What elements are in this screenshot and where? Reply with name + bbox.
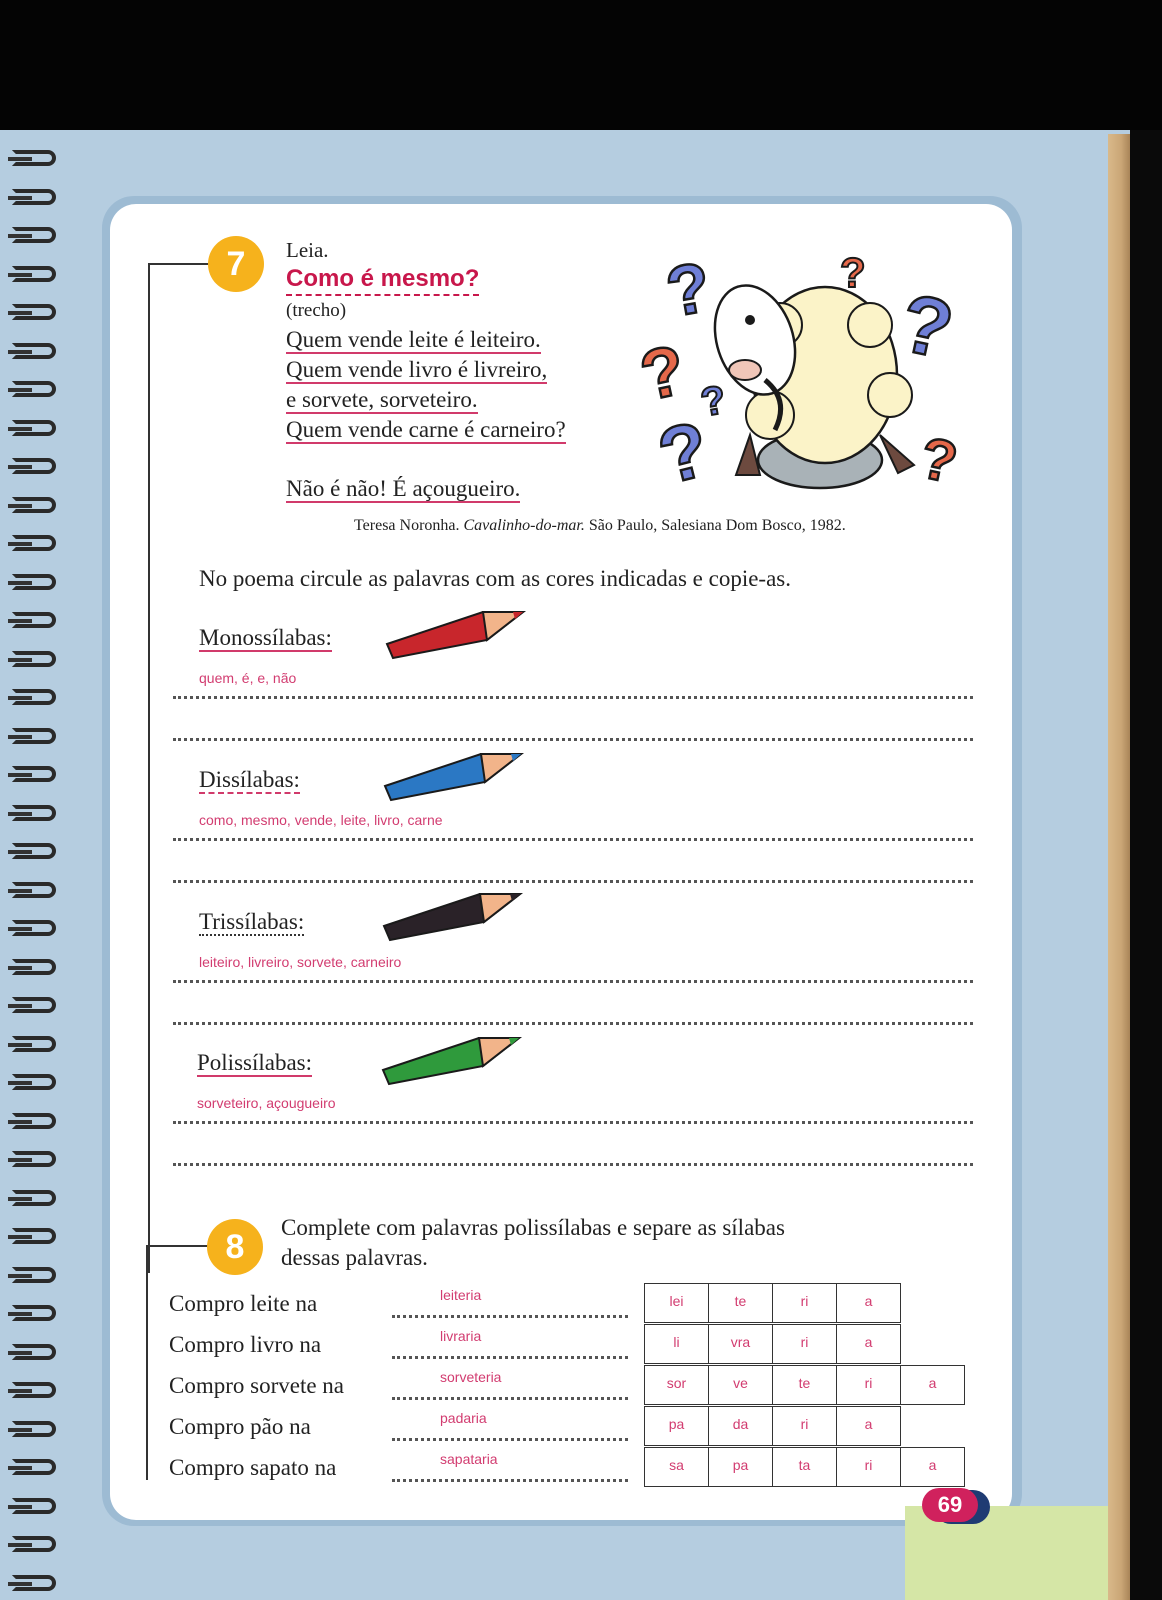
category-trisyllables: [199, 909, 304, 935]
row-answer: padaria: [440, 1410, 487, 1426]
row-answer-line[interactable]: [392, 1315, 628, 1318]
citation-details: São Paulo, Salesiana Dom Bosco, 1982.: [584, 517, 846, 534]
poem-line-1-text: Quem vende leite é leiteiro.: [286, 327, 541, 352]
spiral-coil: [12, 1382, 56, 1398]
answer-line[interactable]: [173, 1163, 973, 1166]
poem-line-2-text: Quem vende livro é livreiro,: [286, 357, 548, 382]
spiral-coil: [12, 1459, 56, 1475]
spiral-coil: [12, 535, 56, 551]
read-instruction: Leia.: [286, 238, 329, 262]
svg-text:?: ?: [892, 277, 961, 377]
row-answer: livraria: [440, 1328, 482, 1344]
citation-author: Teresa Noronha.: [354, 517, 464, 534]
syllable-cell[interactable]: a: [836, 1324, 901, 1364]
row-answer-line[interactable]: [392, 1356, 628, 1359]
svg-text:?: ?: [633, 330, 692, 416]
category-disyllables: [199, 767, 300, 793]
scan-edge: [1130, 130, 1162, 1600]
category-monosyllables-label: Monossílabas:: [199, 625, 332, 650]
poem-line-4-text: Quem vende carne é carneiro?: [286, 417, 566, 442]
row-answer-line[interactable]: [392, 1397, 628, 1400]
syllable-cell[interactable]: ri: [772, 1324, 837, 1364]
row-answer: leiteria: [440, 1287, 482, 1303]
answer-line[interactable]: [173, 838, 973, 841]
category-monosyllables: [199, 625, 332, 651]
poem-line-1: [286, 327, 541, 353]
spiral-coil: [12, 920, 56, 936]
exercise-8-instruction-line-2: dessas palavras.: [281, 1245, 428, 1270]
spiral-coil: [12, 997, 56, 1013]
row-prompt: Compro livro na: [169, 1332, 322, 1357]
spiral-coil: [12, 882, 56, 898]
spiral-coil: [12, 689, 56, 705]
spiral-coil: [12, 1498, 56, 1514]
scan-background: [0, 0, 1162, 130]
row-answer: sapataria: [440, 1451, 498, 1467]
spiral-coil: [12, 612, 56, 628]
poem-line-4: [286, 417, 566, 443]
spiral-coil: [12, 266, 56, 282]
row-prompt: Compro pão na: [169, 1414, 311, 1439]
spiral-coil: [12, 304, 56, 320]
category-trisyllables-label: Trissílabas:: [199, 909, 305, 934]
syllable-cell[interactable]: ta: [772, 1447, 837, 1487]
syllable-cell[interactable]: ve: [708, 1365, 773, 1405]
spiral-coil: [12, 1036, 56, 1052]
answer-line[interactable]: [173, 696, 973, 699]
spiral-coil: [12, 1536, 56, 1552]
black-pencil-icon: [380, 888, 525, 942]
svg-text:?: ?: [649, 403, 718, 501]
syllable-cell[interactable]: sa: [644, 1447, 709, 1487]
row-answer-line[interactable]: [392, 1479, 628, 1482]
syllable-cell[interactable]: a: [900, 1365, 965, 1405]
answer-polysyllables: sorveteiro, açougueiro: [197, 1095, 336, 1111]
exercise-7-instruction: No poema circule as palavras com as cores indicadas e copie-as.: [199, 566, 791, 591]
syllable-cell[interactable]: a: [836, 1406, 901, 1446]
poem-citation: [354, 517, 846, 535]
exercise-bracket-top: [148, 263, 210, 265]
spiral-coil: [12, 189, 56, 205]
syllable-cell[interactable]: te: [772, 1365, 837, 1405]
row-answer-line[interactable]: [392, 1438, 628, 1441]
spiral-coil: [12, 728, 56, 744]
syllable-cell[interactable]: pa: [644, 1406, 709, 1446]
syllable-cell[interactable]: ri: [836, 1365, 901, 1405]
spiral-binding: [6, 140, 56, 1600]
row-prompt: Compro sorvete na: [169, 1373, 345, 1398]
category-polysyllables-label: Polissílabas:: [197, 1050, 313, 1075]
poem-line-5-text: Não é não! É açougueiro.: [286, 476, 521, 501]
spiral-coil: [12, 1305, 56, 1321]
svg-text:?: ?: [914, 424, 963, 496]
syllable-cell[interactable]: vra: [708, 1324, 773, 1364]
spiral-coil: [12, 805, 56, 821]
spiral-coil: [12, 766, 56, 782]
row-prompt: Compro sapato na: [169, 1455, 337, 1480]
poem-subtitle: (trecho): [286, 300, 347, 321]
category-disyllables-label: Dissílabas:: [199, 767, 300, 792]
answer-line[interactable]: [173, 738, 973, 741]
row-prompt: Compro leite na: [169, 1291, 318, 1316]
spiral-coil: [12, 227, 56, 243]
syllable-cell[interactable]: a: [836, 1283, 901, 1323]
poem-line-3: [286, 387, 478, 413]
answer-line[interactable]: [173, 1022, 973, 1025]
answer-line[interactable]: [173, 1121, 973, 1124]
spiral-coil: [12, 574, 56, 590]
spiral-coil: [12, 1151, 56, 1167]
spiral-coil: [12, 458, 56, 474]
exercise-8-instruction-line-1: Complete com palavras polissílabas e separe as sílabas: [281, 1215, 785, 1240]
syllable-cell[interactable]: lei: [644, 1283, 709, 1323]
syllable-cell[interactable]: ri: [772, 1406, 837, 1446]
spiral-coil: [12, 1267, 56, 1283]
syllable-cell[interactable]: ri: [836, 1447, 901, 1487]
answer-trisyllables: leiteiro, livreiro, sorvete, carneiro: [199, 954, 402, 970]
answer-line[interactable]: [173, 980, 973, 983]
spiral-coil: [12, 420, 56, 436]
svg-text:?: ?: [697, 377, 730, 426]
page-edge: [1108, 134, 1130, 1600]
exercise-bracket-top: [146, 1245, 210, 1247]
svg-text:?: ?: [660, 247, 717, 332]
spiral-coil: [12, 1575, 56, 1591]
citation-title: Cavalinho-do-mar.: [463, 517, 585, 534]
syllable-cell[interactable]: a: [900, 1447, 965, 1487]
syllable-cell[interactable]: da: [708, 1406, 773, 1446]
spiral-coil: [12, 1344, 56, 1360]
green-pencil-icon: [379, 1032, 524, 1086]
sheep-question-illustration: [633, 245, 980, 501]
poem-line-2: [286, 357, 547, 383]
poem-title: Como é mesmo?: [286, 265, 479, 296]
exercise-bracket: [146, 1245, 148, 1480]
svg-text:?: ?: [840, 249, 866, 296]
poem-line-3-text: e sorvete, sorveteiro.: [286, 387, 478, 412]
spiral-coil: [12, 497, 56, 513]
spiral-coil: [12, 1113, 56, 1129]
red-pencil-icon: [383, 606, 528, 660]
page-number: 69: [922, 1488, 978, 1522]
poem-line-5: [286, 476, 520, 502]
answer-monosyllables: quem, é, e, não: [199, 670, 297, 686]
answer-line[interactable]: [173, 880, 973, 883]
spiral-coil: [12, 651, 56, 667]
exercise-bracket: [148, 263, 150, 1273]
spiral-coil: [12, 1074, 56, 1090]
category-polysyllables: [197, 1050, 312, 1076]
spiral-coil: [12, 343, 56, 359]
syllable-cell[interactable]: te: [708, 1283, 773, 1323]
spiral-coil: [12, 1228, 56, 1244]
syllable-cell[interactable]: ri: [772, 1283, 837, 1323]
spiral-coil: [12, 843, 56, 859]
spiral-coil: [12, 959, 56, 975]
spiral-coil: [12, 381, 56, 397]
row-answer: sorveteria: [440, 1369, 502, 1385]
blue-pencil-icon: [381, 748, 526, 802]
spiral-coil: [12, 150, 56, 166]
spiral-coil: [12, 1421, 56, 1437]
syllable-cell[interactable]: sor: [644, 1365, 709, 1405]
spiral-coil: [12, 1190, 56, 1206]
syllable-cell[interactable]: li: [644, 1324, 709, 1364]
answer-disyllables: como, mesmo, vende, leite, livro, carne: [199, 812, 443, 828]
exercise-7-badge: 7: [208, 236, 264, 292]
exercise-8-badge: 8: [207, 1219, 263, 1275]
syllable-cell[interactable]: pa: [708, 1447, 773, 1487]
